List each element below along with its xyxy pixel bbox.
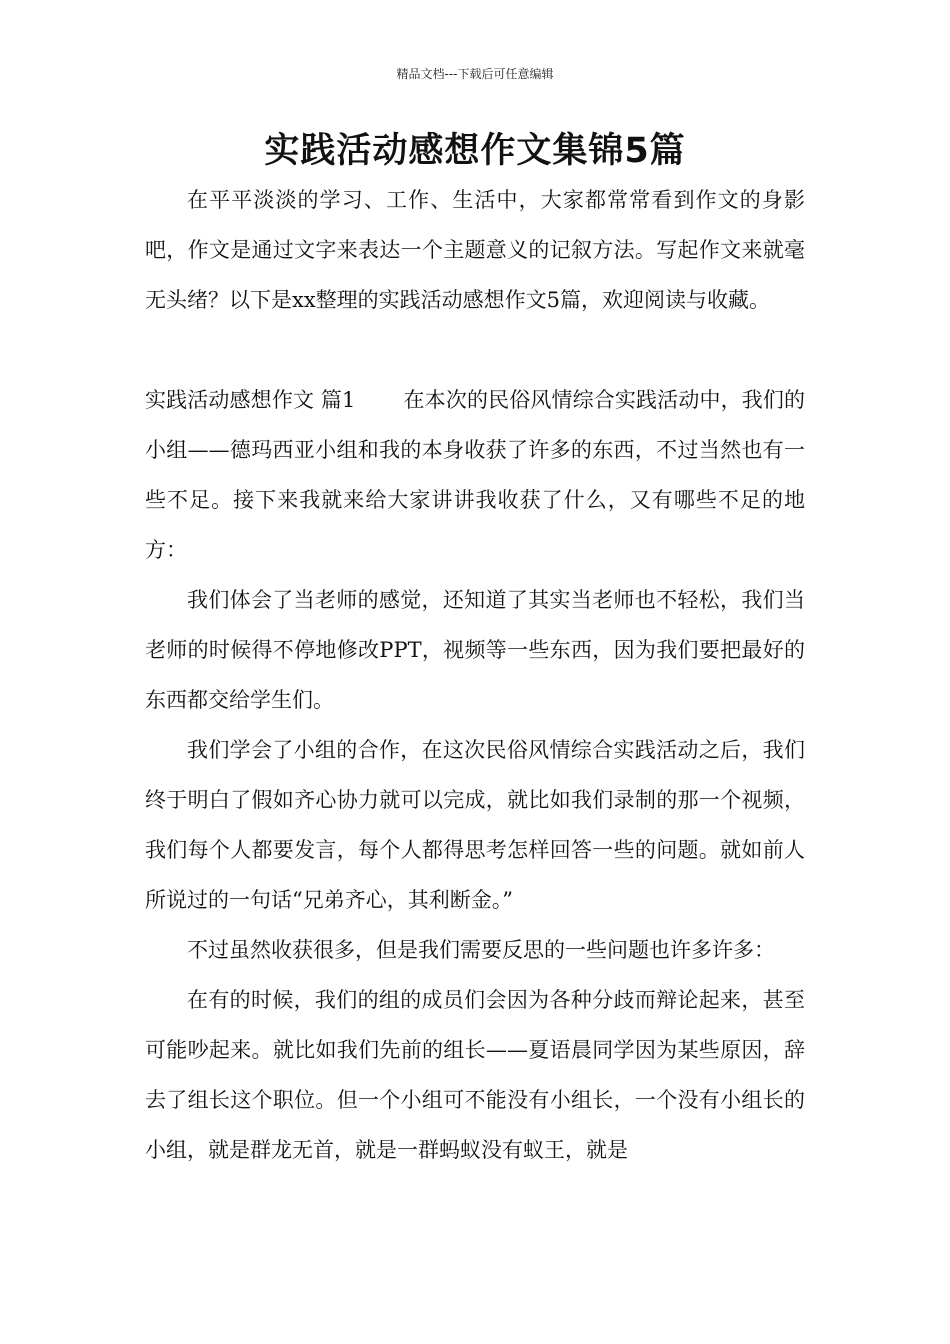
document-title: 实践活动感想作文集锦5篇 [264,131,686,171]
body-paragraph: 我们学会了小组的合作，在这次民俗风情综合实践活动之后，我们终于明白了假如齐心协力就可以完成，就比如我们录制的那一个视频，我们每个人都要发言，每个人都得思考怎样回答一些的问题。就如前人所说过的一句话“兄弟齐心，其利断金。” [145,738,805,912]
body-paragraph: 不过虽然收获很多，但是我们需要反思的一些问题也许多许多： [187,938,775,962]
section-1-first-paragraph [145,375,805,575]
body-paragraph: 在有的时候，我们的组的成员们会因为各种分歧而辩论起来，甚至可能吵起来。就比如我们先前的组长——夏语晨同学因为某些原因，辞去了组长这个职位。但一个小组可不能没有小组长，一个没有小组长的小组，就是群龙无首，就是一群蚂蚁没有蚁王，就是 [145,988,805,1162]
paragraph-spacer [145,325,805,375]
section-1-label: 实践活动感想作文 篇1 [145,388,356,412]
intro-paragraph: 在平平淡淡的学习、工作、生活中，大家都常常看到作文的身影吧，作文是通过文字来表达一个主题意义的记叙方法。写起作文来就毫无头绪？以下是xx整理的实践活动感想作文5篇，欢迎阅读与收藏。 [145,188,805,312]
document-body [145,175,805,1175]
body-paragraph: 我们体会了当老师的感觉，还知道了其实当老师也不轻松，我们当老师的时候得不停地修改PPT，视频等一些东西，因为我们要把最好的东西都交给学生们。 [145,588,805,712]
section-1-first-text: 在本次的民俗风情综合实践活动中，我们的小组——德玛西亚小组和我的本身收获了许多的东西，不过当然也有一些不足。接下来我就来给大家讲讲我收获了什么，又有哪些不足的地方： [145,388,805,562]
page-header: 精品文档---下载后可任意编辑 [396,67,554,81]
